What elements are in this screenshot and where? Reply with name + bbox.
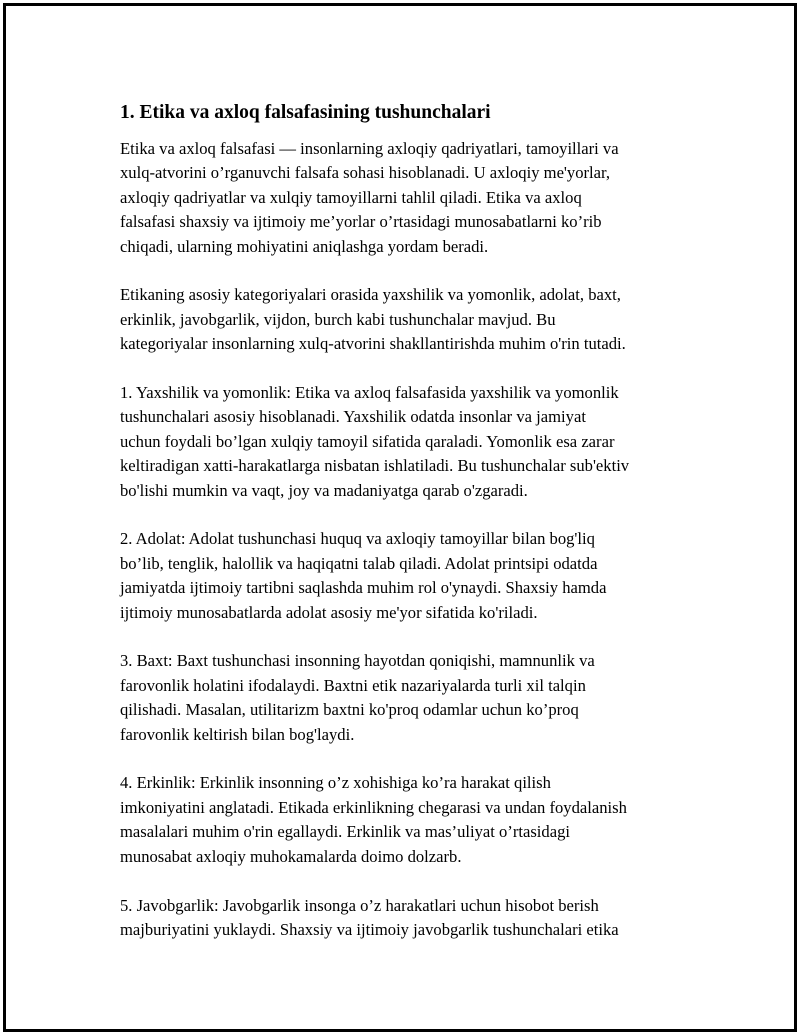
document-page — [3, 3, 797, 1032]
paragraph-responsibility: 5. Javobgarlik: Javobgarlik insonga o’z harakatlari uchun hisobot berish majburiyatini yuklaydi. Shaxsiy va ijtimoiy javobgarlik tushunchalari etika — [120, 895, 619, 939]
document-body — [120, 101, 705, 967]
paragraph-justice: 2. Adolat: Adolat tushunchasi huquq va axloqiy tamoyillar bilan bog'liq bo’lib, tenglik, halollik va haqiqatni talab qiladi. Adolat printsipi odatda jamiyatda ijtimoiy tartibni saqlashda muhim rol o'ynaydi. Shaxsiy hamda ijtimoiy munosabatlarda adolat asosiy me'yor sifatida ko'riladi. — [120, 529, 607, 622]
paragraph-good-and-evil: 1. Yaxshilik va yomonlik: Etika va axloq falsafasida yaxshilik va yomonlik tushunchalari asosiy hisoblanadi. Yaxshilik odatda insonlar va jamiyat uchun foydali bo’lgan xulqiy tamoyil sifatida qaraladi. Yomonlik esa zarar keltiradigan xatti-harakatlarga nisbatan ishlatiladi. Bu tushunchalar sub'ektiv bo'lishi mumkin va vaqt, joy va madaniyatga qarab o'zgaradi. — [120, 383, 630, 500]
section-heading: 1. Etika va axloq falsafasining tushunchalari — [120, 102, 491, 123]
paragraph-intro: Etika va axloq falsafasi — insonlarning axloqiy qadriyatlari, tamoyillari va xulq-atvorini o’rganuvchi falsafa sohasi hisoblanadi. U axloqiy me'yorlar, axloqiy qadriyatlar va xulqiy tamoyillarni tahlil qiladi. Etika va axloq falsafasi shaxsiy va ijtimoiy me’yorlar o’rtasidagi munosabatlarni ko’rib chiqadi, ularning mohiyatini aniqlashga yordam beradi. — [120, 139, 619, 256]
paragraph-freedom: 4. Erkinlik: Erkinlik insonning o’z xohishiga ko’ra harakat qilish imkoniyatini anglatadi. Etikada erkinlikning chegarasi va undan foydalanish masalalari muhim o'rin egallaydi. Erkinlik va mas’uliyat o’rtasidagi munosabat axloqiy muhokamalarda doimo dolzarb. — [120, 773, 627, 866]
paragraph-happiness: 3. Baxt: Baxt tushunchasi insonning hayotdan qoniqishi, mamnunlik va farovonlik holatini ifodalaydi. Baxtni etik nazariyalarda turli xil talqin qilishadi. Masalan, utilitarizm baxtni ko'proq odamlar uchun ko’proq farovonlik keltirish bilan bog'laydi. — [120, 651, 595, 744]
paragraph-categories: Etikaning asosiy kategoriyalari orasida yaxshilik va yomonlik, adolat, baxt, erkinlik, javobgarlik, vijdon, burch kabi tushunchalar mavjud. Bu kategoriyalar insonlarning xulq-atvorini shakllantirishda muhim o'rin tutadi. — [120, 285, 626, 354]
